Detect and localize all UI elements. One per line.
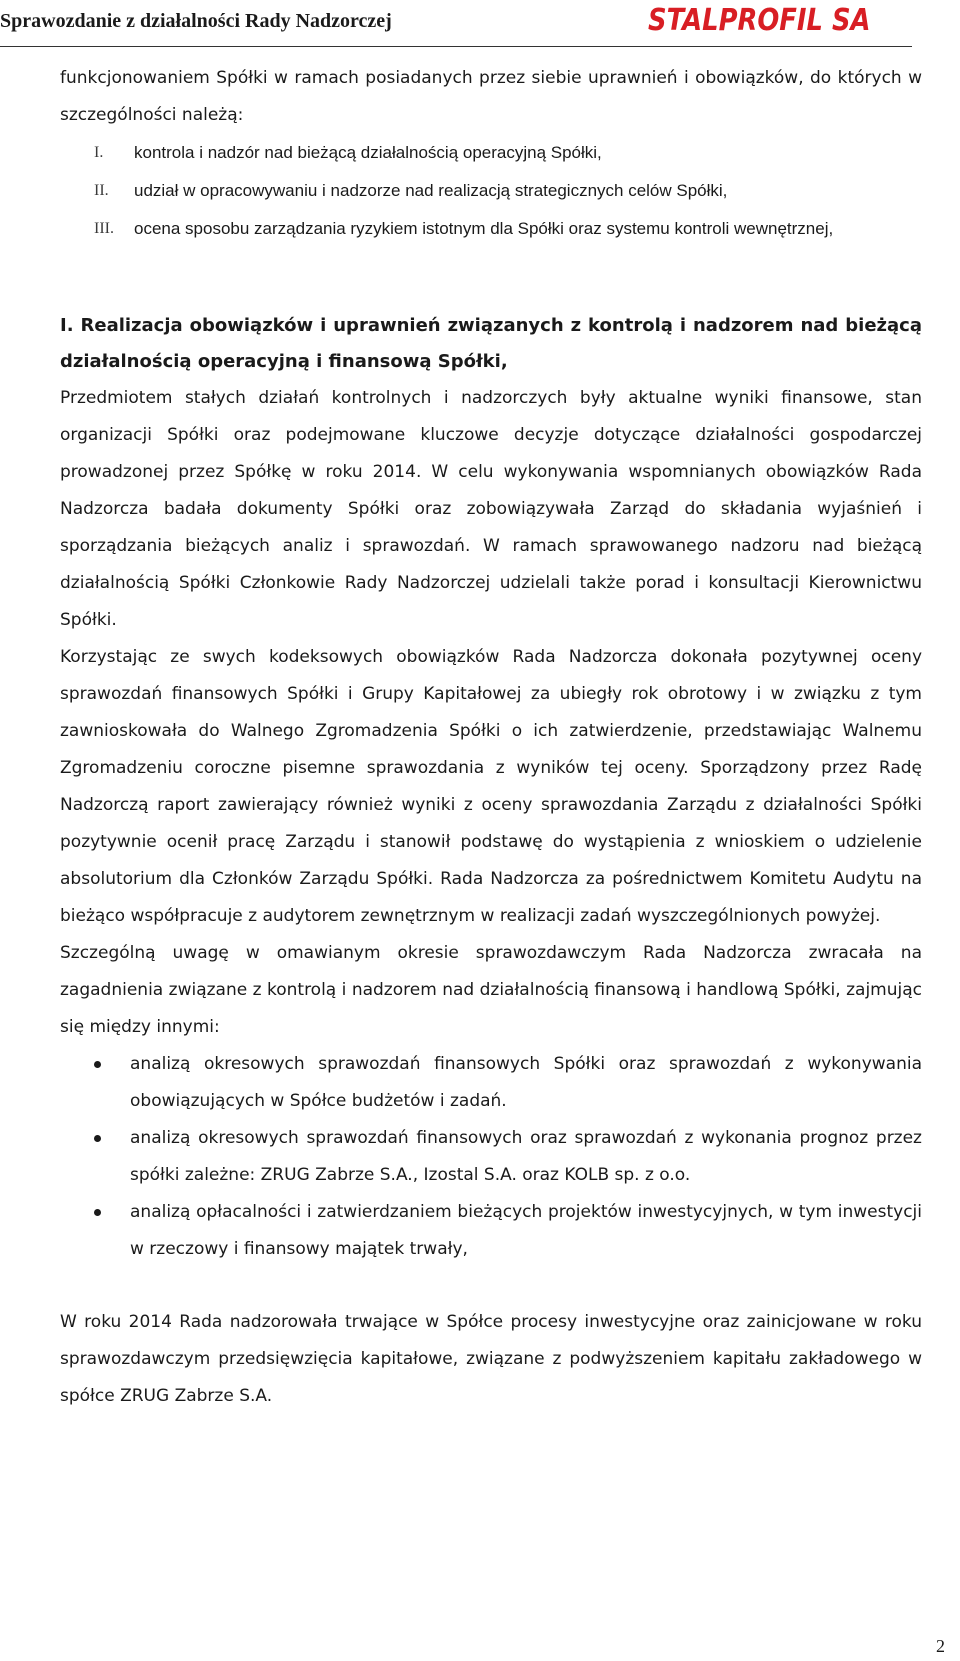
list-item-text: ocena sposobu zarządzania ryzykiem istotnym dla Spółki oraz systemu kontroli wewnętrznej, <box>134 219 834 238</box>
bullet-text: analizą okresowych sprawozdań finansowych oraz sprawozdań z wykonania prognoz przez spółki zależne: ZRUG Zabrze S.A., Izostal S.A. oraz KOLB sp. z o.o. <box>130 1128 922 1185</box>
responsibilities-list <box>60 134 922 248</box>
bullet-item <box>60 1194 922 1268</box>
company-logo: STALPROFIL SA <box>648 3 871 38</box>
list-item-text: kontrola i nadzór nad bieżącą działalnością operacyjną Spółki, <box>134 143 602 162</box>
paragraph-investments: W roku 2014 Rada nadzorowała trwające w Spółce procesy inwestycyjne oraz zainicjowane w roku sprawozdawczym przedsięwzięcia kapitałowe, związane z podwyższeniem kapitału zakładowego w spółce ZRUG Zabrze S.A. <box>60 1312 922 1406</box>
spacer <box>60 248 922 308</box>
activities-bullet-list <box>60 1046 922 1268</box>
bullet-item <box>60 1120 922 1194</box>
page-header <box>0 0 960 48</box>
list-number: II. <box>94 182 109 199</box>
bullet-text: analizą opłacalności i zatwierdzaniem bieżących projektów inwestycyjnych, w tym inwestycji w rzeczowy i finansowy majątek trwały, <box>130 1202 922 1259</box>
bullet-icon <box>94 1061 101 1068</box>
page-number: 2 <box>936 1636 945 1656</box>
intro-paragraph: funkcjonowaniem Spółki w ramach posiadanych przez siebie uprawnień i obowiązków, do których w szczególności należą: <box>60 68 922 125</box>
list-number: I. <box>94 144 104 161</box>
section-heading: I. Realizacja obowiązków i uprawnień związanych z kontrolą i nadzorem nad bieżącą działalnością operacyjną i finansową Spółki, <box>60 315 922 372</box>
bullet-item <box>60 1046 922 1120</box>
list-number: III. <box>94 220 114 237</box>
bullet-icon <box>94 1209 101 1216</box>
list-item <box>60 172 922 210</box>
list-item-text: udział w opracowywaniu i nadzorze nad realizacją strategicznych celów Spółki, <box>134 181 728 200</box>
paragraph-financial-review: Korzystając ze swych kodeksowych obowiązków Rada Nadzorcza dokonała pozytywnej oceny sprawozdań finansowych Spółki i Grupy Kapitałowej za ubiegły rok obrotowy i w związku z tym zawnioskowała do Walnego Zgromadzenia Spółki o ich zatwierdzenie, przedstawiając Walnemu Zgromadzeniu coroczne pisemne sprawozdania z wyników tej oceny. Sporządzony przez Radę Nadzorczą raport zawierający również wyniki z oceny sprawozdania Zarządu z działalności Spółki pozytywnie ocenił pracę Zarządu i stanowił podstawę do wystąpienia z wnioskiem o udzielenie absolutorium dla Członków Zarządu Spółki. Rada Nadzorcza za pośrednictwem Komitetu Audytu na bieżąco współpracuje z audytorem zewnętrznym w realizacji zadań wyszczególnionych powyżej. <box>60 647 922 926</box>
bullet-icon <box>94 1135 101 1142</box>
bullet-text: analizą okresowych sprawozdań finansowych Spółki oraz sprawozdań z wykonywania obowiązujących w Spółce budżetów i zadań. <box>130 1054 922 1111</box>
header-divider <box>0 46 912 47</box>
spacer <box>60 1268 922 1304</box>
list-item <box>60 134 922 172</box>
list-item <box>60 210 922 248</box>
document-body <box>60 60 922 1415</box>
paragraph-monitoring: Przedmiotem stałych działań kontrolnych i nadzorczych były aktualne wyniki finansowe, stan organizacji Spółki oraz podejmowane kluczowe decyzje dotyczące działalności gospodarczej prowadzonej przez Spółkę w roku 2014. W celu wykonywania wspomnianych obowiązków Rada Nadzorcza badała dokumenty Spółki oraz zobowiązywała Zarząd do składania wyjaśnień i sporządzania bieżących analiz i sprawozdań. W ramach sprawowanego nadzoru nad bieżącą działalnością Spółki Członkowie Rady Nadzorczej udzielali także porad i konsultacji Kierownictwu Spółki. <box>60 388 922 630</box>
paragraph-focus-areas: Szczególną uwagę w omawianym okresie sprawozdawczym Rada Nadzorcza zwracała na zagadnienia związane z kontrolą i nadzorem nad działalnością finansową i handlową Spółki, zajmując się między innymi: <box>60 943 922 1037</box>
document-title: Sprawozdanie z działalności Rady Nadzorczej <box>0 10 392 32</box>
